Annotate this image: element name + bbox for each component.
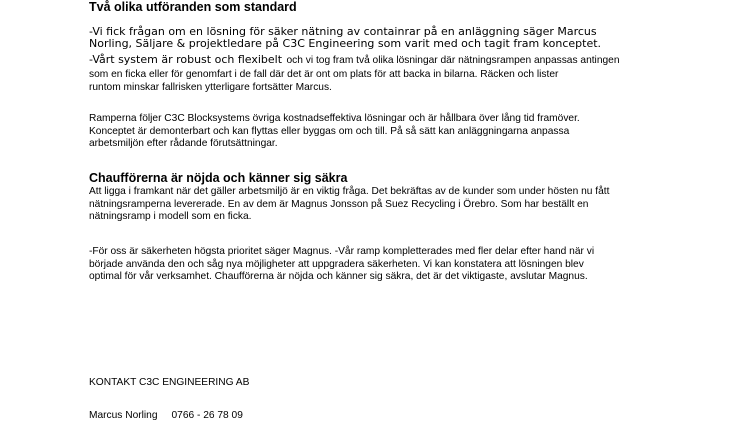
quote-line: -Vi fick frågan om en lösning för säker nätning av containrar på en anläggning säger Marcus [89, 25, 597, 38]
paragraph-line: arbetsmiljön efter rådande förutsättningar. [89, 138, 278, 149]
section-heading-drivers: Chaufförerna är nöjda och känner sig säkra [89, 171, 348, 185]
contact-line [89, 405, 243, 423]
paragraph-line: nätningsramperna levererade. En av dem är Magnus Jonsson på Suez Recycling i Örebro. Som har beställt en [89, 198, 589, 210]
contact-title: KONTAKT C3C ENGINEERING AB [89, 377, 250, 388]
quote-continuation-line: runtom minskar fallrisken ytterligare fortsätter Marcus. [89, 81, 332, 93]
drivers-paragraph [89, 186, 609, 224]
contact-name: Marcus Norling [89, 410, 158, 421]
paragraph-line: -För oss är säkerheten högsta prioritet säger Magnus. -Vår ramp kompletterades med fler delar efter hand när vi [89, 246, 595, 257]
magnus-quote-paragraph [89, 246, 594, 284]
paragraph-line: Ramperna följer C3C Blocksystems övriga kostnadseffektiva lösningar och är hållbara över lång tid framöver. [89, 113, 580, 124]
section-heading-standard: Två olika utföranden som standard [89, 0, 297, 14]
paragraph-line: nätningsramp i modell som en ficka. [89, 211, 252, 222]
quote-paragraph [89, 26, 620, 94]
contact-phone: 0766 - 26 78 09 [171, 410, 243, 421]
paragraph-line: optimal för vår verksamhet. Chaufförerna är nöjda och känner sig säkra, det är det viktigaste, avslutar Magnus. [89, 271, 588, 282]
paragraph-line: började använda den och såg nya möjligheter att uppgradera säkerheten. Vi kan konstatera att lösningen blev [89, 258, 584, 270]
paragraph-line: Konceptet är demonterbart och kan flyttas eller byggas om och till. På så sätt kan anläggningarna anpassa [89, 125, 570, 137]
quote-line: Norling, Säljare & projektledare på C3C Engineering som varit med och tagit fram konceptet. [89, 37, 602, 50]
quote-line-mixed [89, 50, 620, 68]
quote-continuation-line: som en ficka eller för genomfart i de fall där det är ont om plats för att backa in bilarna. Räcken och lister [89, 69, 559, 80]
quote-line-rest: och vi tog fram två olika lösningar där nätningsrampen anpassas antingen [286, 55, 620, 66]
quote-line: -Vårt system är robust och flexibelt [89, 53, 283, 66]
ramp-paragraph [89, 113, 580, 151]
paragraph-line: Att ligga i framkant när det gäller arbetsmiljö är en viktig fråga. Det bekräftas av de kunder som under hösten nu fått [89, 186, 610, 197]
